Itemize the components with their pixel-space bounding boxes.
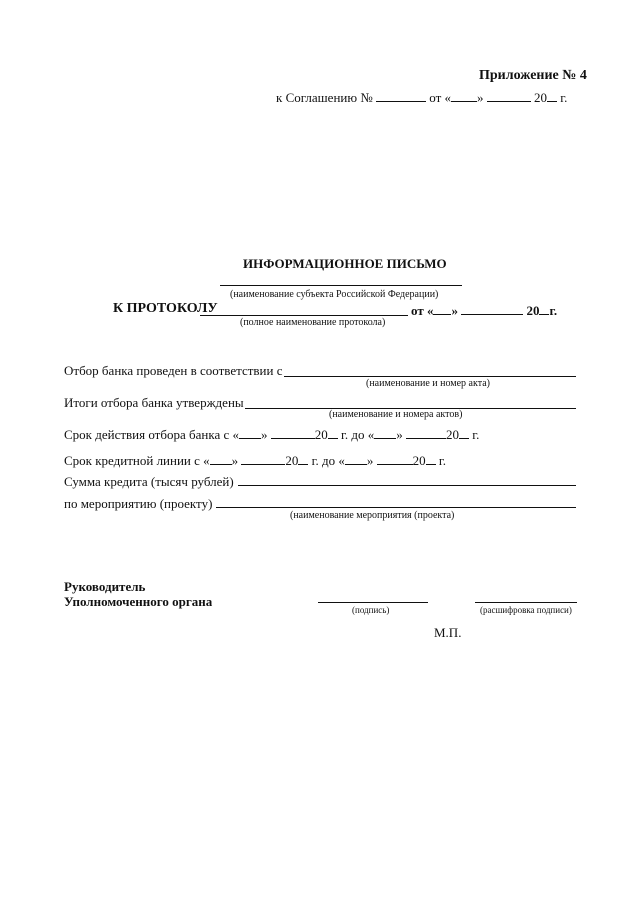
protocol-year-prefix: 20	[526, 303, 540, 318]
credit-to: г. до «	[311, 453, 345, 468]
protocol-day-blank[interactable]	[433, 303, 451, 315]
credit-amount-line[interactable]	[238, 485, 576, 486]
agreement-year-blank[interactable]	[547, 90, 557, 102]
project-line[interactable]	[216, 507, 576, 508]
project-caption: (наименование мероприятия (проекта)	[290, 510, 455, 521]
agreement-reference	[276, 90, 567, 104]
selection-term-label: Срок действия отбора банка с «	[64, 427, 239, 442]
subject-caption: (наименование субъекта Российской Федерации)	[230, 289, 439, 300]
decoding-caption: (расшифровка подписи)	[480, 605, 572, 615]
credit-line-label: Срок кредитной линии с «	[64, 453, 210, 468]
document-title: ИНФОРМАЦИОННОЕ ПИСЬМО	[243, 256, 447, 271]
term-start-quote-close: »	[261, 427, 268, 442]
term-start-month-blank[interactable]	[271, 427, 315, 439]
term-start-day-blank[interactable]	[239, 427, 261, 439]
credit-end-quote-close: »	[366, 453, 374, 468]
term-start-year-prefix: 20	[314, 427, 328, 442]
protocol-name-line[interactable]	[200, 315, 408, 316]
selection-basis-line[interactable]	[284, 376, 576, 377]
credit-end-day-blank[interactable]	[345, 453, 367, 465]
decoding-line[interactable]	[475, 602, 577, 603]
signatory-title-line1: Руководитель	[64, 579, 146, 594]
signatory-title-line2: Уполномоченного органа	[64, 594, 213, 609]
credit-end-year-suffix: г.	[438, 453, 447, 468]
subject-name-line[interactable]	[220, 285, 462, 286]
credit-amount-label: Сумма кредита (тысяч рублей)	[64, 474, 234, 489]
results-approved-label: Итоги отбора банка утверждены	[64, 395, 244, 410]
appendix-label: Приложение № 4	[479, 68, 587, 83]
stamp-place: М.П.	[434, 625, 462, 640]
protocol-label: К ПРОТОКОЛУ	[113, 301, 218, 316]
signature-line[interactable]	[318, 602, 428, 603]
protocol-month-blank[interactable]	[461, 303, 523, 315]
term-end-year-blank[interactable]	[459, 427, 469, 439]
credit-end-year-prefix: 20	[412, 453, 426, 468]
credit-start-quote-close: »	[231, 453, 239, 468]
agreement-year-prefix: 20	[534, 90, 547, 105]
agreement-prefix: к Соглашению №	[276, 90, 373, 105]
protocol-caption: (полное наименование протокола)	[240, 317, 386, 328]
selection-term-row	[64, 427, 479, 441]
results-approved-caption: (наименование и номера актов)	[329, 409, 463, 420]
term-end-day-blank[interactable]	[374, 427, 396, 439]
agreement-number-blank[interactable]	[376, 90, 426, 102]
project-label: по мероприятию (проекту)	[64, 496, 213, 511]
selection-basis-label: Отбор банка проведен в соответствии с	[64, 363, 283, 378]
term-end-year-suffix: г.	[472, 427, 480, 442]
agreement-from: от «	[429, 90, 451, 105]
signature-caption: (подпись)	[352, 605, 390, 615]
credit-line-row	[64, 453, 446, 467]
protocol-date	[411, 303, 557, 317]
term-end-year-prefix: 20	[445, 427, 459, 442]
agreement-year-suffix: г.	[560, 90, 568, 105]
protocol-year-blank[interactable]	[539, 303, 549, 315]
credit-start-year-prefix: 20	[285, 453, 299, 468]
credit-end-month-blank[interactable]	[377, 453, 413, 465]
credit-end-year-blank[interactable]	[426, 453, 436, 465]
agreement-month-blank[interactable]	[487, 90, 531, 102]
term-end-month-blank[interactable]	[406, 427, 446, 439]
credit-start-month-blank[interactable]	[241, 453, 285, 465]
selection-basis-caption: (наименование и номер акта)	[366, 378, 490, 389]
protocol-quote-close: »	[451, 303, 458, 318]
protocol-from: от «	[411, 303, 434, 318]
term-end-quote-close: »	[396, 427, 403, 442]
agreement-quote-close: »	[477, 90, 484, 105]
credit-start-year-blank[interactable]	[298, 453, 308, 465]
term-start-year-blank[interactable]	[328, 427, 338, 439]
credit-start-day-blank[interactable]	[210, 453, 232, 465]
protocol-year-suffix: г.	[549, 303, 558, 318]
agreement-day-blank[interactable]	[451, 90, 477, 102]
term-to: г. до «	[341, 427, 375, 442]
